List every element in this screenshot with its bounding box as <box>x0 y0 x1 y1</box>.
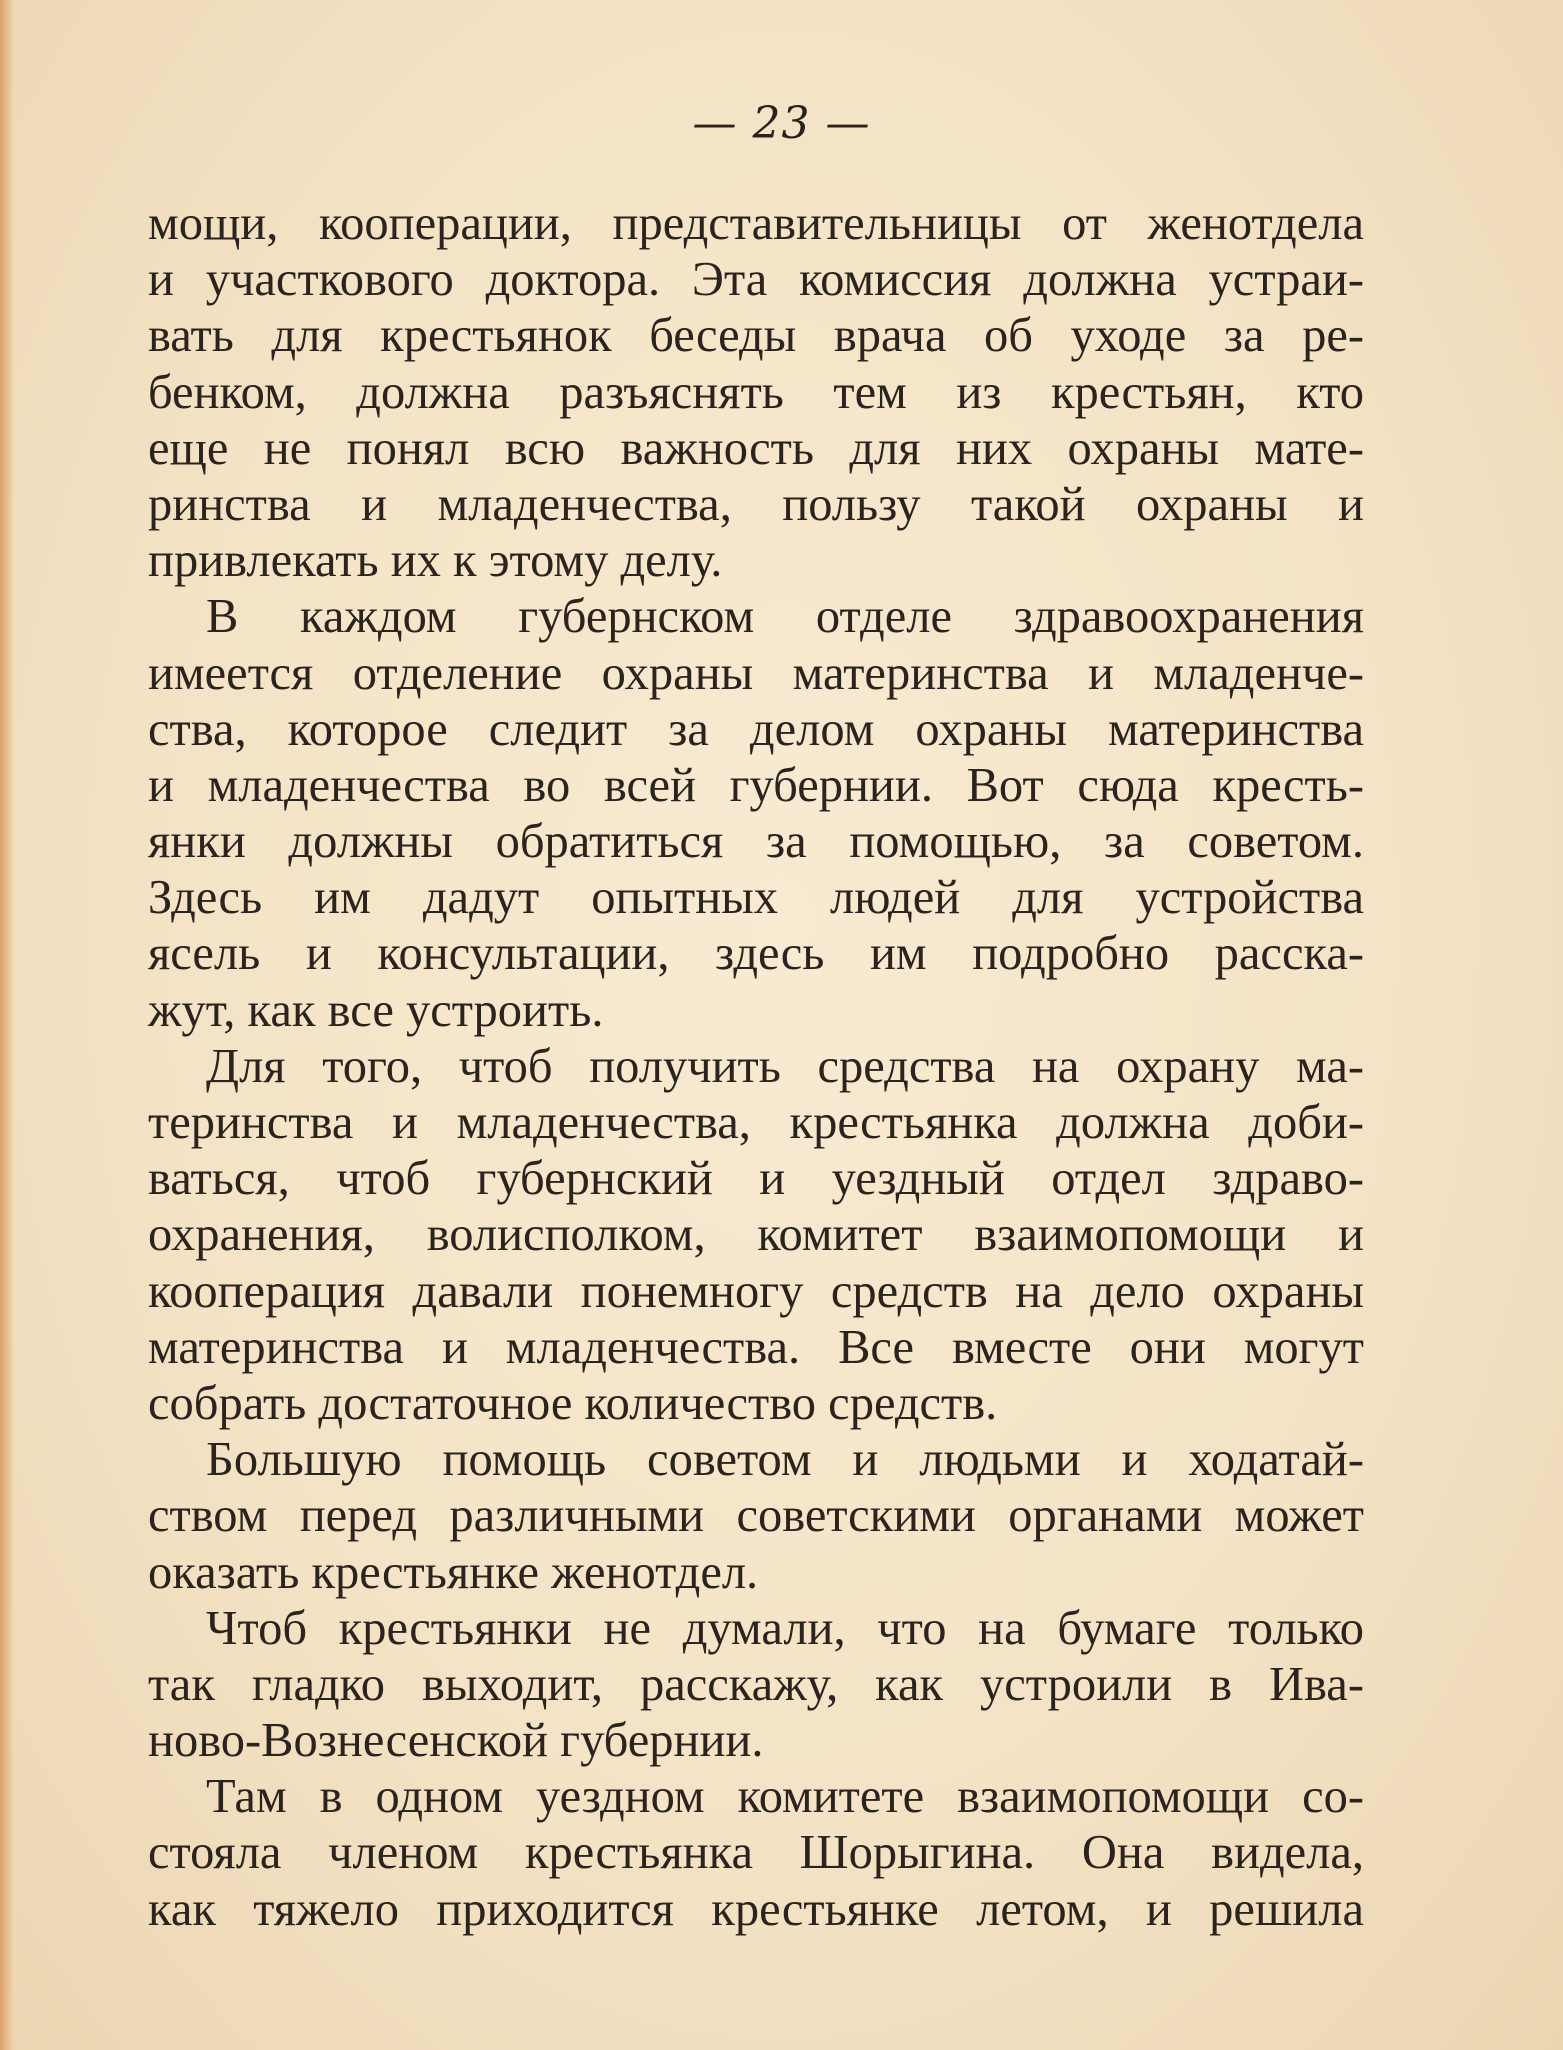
text-line: еще не понял всю важность для них охраны мате- <box>148 421 1364 475</box>
text-line: ством перед различными советскими органами может <box>148 1489 1364 1543</box>
paragraph <box>148 1432 1364 1601</box>
page-edge <box>0 0 14 2050</box>
text-line: Здесь им дадут опытных людей для устройства <box>148 871 1364 925</box>
text-line: как тяжело приходится крестьянке летом, и решила <box>148 1882 1364 1936</box>
text-line: Там в одном уездном комитете взаимопомощи со- <box>206 1770 1364 1824</box>
text-line: и участкового доктора. Эта комиссия должна устраи- <box>148 253 1364 307</box>
text-line: оказать крестьянке женотдел. <box>148 1545 759 1599</box>
text-line: привлекать их к этому делу. <box>148 534 723 588</box>
text-line: В каждом губернском отделе здравоохранения <box>206 590 1364 644</box>
text-line: охранения, волисполком, комитет взаимопомощи и <box>148 1208 1364 1262</box>
text-line: ринства и младенчества, пользу такой охраны и <box>148 477 1364 531</box>
text-line: ясель и консультации, здесь им подробно расска- <box>148 927 1364 981</box>
text-line: материнства и младенчества. Все вместе они могут <box>148 1320 1364 1374</box>
paragraph <box>148 1769 1364 1938</box>
text-line: и младенчества во всей губернии. Вот сюда кресть- <box>148 758 1364 812</box>
text-line: так гладко выходит, расскажу, как устроили в Ива- <box>148 1657 1364 1711</box>
text-line: жут, как все устроить. <box>148 983 604 1037</box>
paragraph <box>148 1039 1364 1432</box>
text-line: стояла членом крестьянка Шорыгина. Она видела, <box>148 1826 1364 1880</box>
paragraph <box>148 196 1364 589</box>
text-line: кооперация давали понемногу средств на дело охраны <box>148 1264 1364 1318</box>
text-line: Для того, чтоб получить средства на охрану ма- <box>206 1039 1364 1093</box>
body-text <box>148 196 1364 1938</box>
page-number: — 23 — <box>692 98 871 149</box>
text-line: Большую помощь советом и людьми и ходатай- <box>206 1433 1364 1487</box>
text-line: янки должны обратиться за помощью, за советом. <box>148 815 1364 869</box>
text-line: бенком, должна разъяснять тем из крестьян, кто <box>148 365 1364 419</box>
text-line: собрать достаточное количество средств. <box>148 1376 998 1430</box>
text-line: имеется отделение охраны материнства и младенче- <box>148 646 1364 700</box>
text-line: ства, которое следит за делом охраны материнства <box>148 702 1364 756</box>
text-line: теринства и младенчества, крестьянка должна доби- <box>148 1096 1364 1149</box>
text-line: вать для крестьянок беседы врача об уходе за ре- <box>148 309 1364 363</box>
paragraph <box>148 589 1364 1039</box>
text-line: ваться, чтоб губернский и уездный отдел здраво- <box>148 1152 1364 1206</box>
text-line: Чтоб крестьянки не думали, что на бумаге только <box>206 1601 1364 1655</box>
text-line: мощи, кооперации, представительницы от женотдела <box>148 197 1364 250</box>
paragraph <box>148 1601 1364 1770</box>
text-line: ново-Вознесенской губернии. <box>148 1714 764 1768</box>
